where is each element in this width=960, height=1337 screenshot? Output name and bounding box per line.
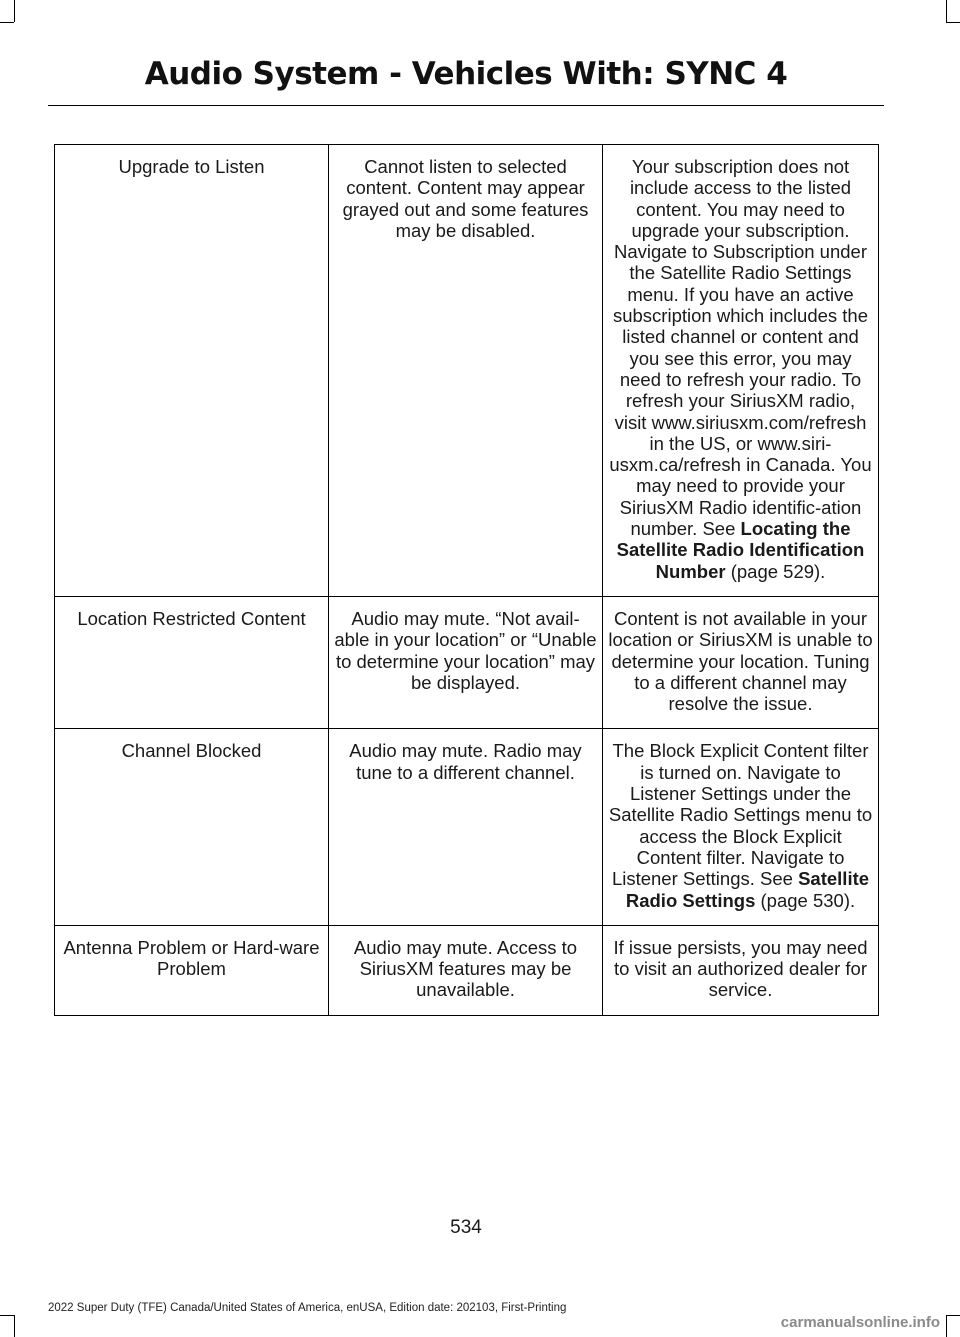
crop-mark-bottom-left: [14, 1315, 15, 1337]
crop-mark-top-right-h: [946, 22, 960, 23]
message-cell: Channel Blocked: [55, 729, 329, 925]
crop-mark-top-right: [946, 0, 947, 22]
header-divider: [48, 105, 884, 106]
cross-reference-link[interactable]: Locating the Satellite Radio Identification Number: [616, 518, 865, 582]
crop-mark-top-left-h: [0, 22, 14, 23]
page-number: 534: [450, 1217, 482, 1238]
condition-cell: Audio may mute. Access to SiriusXM features may be unavailable.: [329, 925, 603, 1015]
table-row: [55, 596, 879, 728]
siriusxm-message-table: [54, 144, 879, 1016]
table-row: [55, 145, 879, 597]
condition-cell: Audio may mute. Radio may tune to a different channel.: [329, 729, 603, 925]
see-prefix: See: [702, 518, 736, 540]
table-row: [55, 729, 879, 925]
message-cell: Location Restricted Content: [55, 596, 329, 728]
crop-mark-bottom-right: [946, 1315, 947, 1337]
action-cell: [603, 145, 879, 597]
action-text: The Block Explicit Content filter is turned on. Navigate to Listener Settings under the Satellite Radio Settings menu to access the Block Explicit Content filter. Navigate to Listener Settings.: [608, 740, 873, 890]
cross-reference-page: (page 530).: [760, 889, 856, 911]
edition-footer: 2022 Super Duty (TFE) Canada/United States of America, enUSA, Edition date: 202103, First-Printing: [48, 1302, 567, 1314]
action-cell: [603, 729, 879, 925]
table-row: [55, 925, 879, 1015]
action-cell: If issue persists, you may need to visit an authorized dealer for service.: [603, 925, 879, 1015]
action-text: Your subscription does not include access to the listed content. You may need to upgrade your subscription. Navigate to Subscription under the Satellite Radio Settings menu. If you have an active subscription which includes the listed channel or content and you see this error, you may need to refresh your radio. To refresh your SiriusXM radio, visit www.siriusxm.com/refresh in the US, or www.siri-usxm.ca/refresh in Canada. You may need to provide your SiriusXM Radio identific-ation number.: [609, 156, 872, 540]
message-cell: Upgrade to Listen: [55, 145, 329, 597]
cross-reference-page: (page 529).: [730, 560, 826, 582]
crop-mark-top-left: [14, 0, 15, 22]
condition-cell: Cannot listen to selected content. Content may appear grayed out and some features may be disabled.: [329, 145, 603, 597]
see-prefix: See: [760, 868, 793, 890]
watermark: carmanualsonline.info: [780, 1314, 940, 1331]
condition-cell: Audio may mute. “Not avail-able in your location” or “Unable to determine your location” may be displayed.: [329, 596, 603, 728]
page-title: Audio System - Vehicles With: SYNC 4: [144, 56, 788, 92]
crop-mark-bottom-left-h: [0, 1315, 14, 1316]
crop-mark-bottom-right-h: [946, 1315, 960, 1316]
cross-reference-link[interactable]: Satellite Radio Settings: [625, 868, 870, 911]
action-cell: Content is not available in your location or SiriusXM is unable to determine your location. Tuning to a different channel may resolve the issue.: [603, 596, 879, 728]
message-cell: Antenna Problem or Hard-ware Problem: [55, 925, 329, 1015]
